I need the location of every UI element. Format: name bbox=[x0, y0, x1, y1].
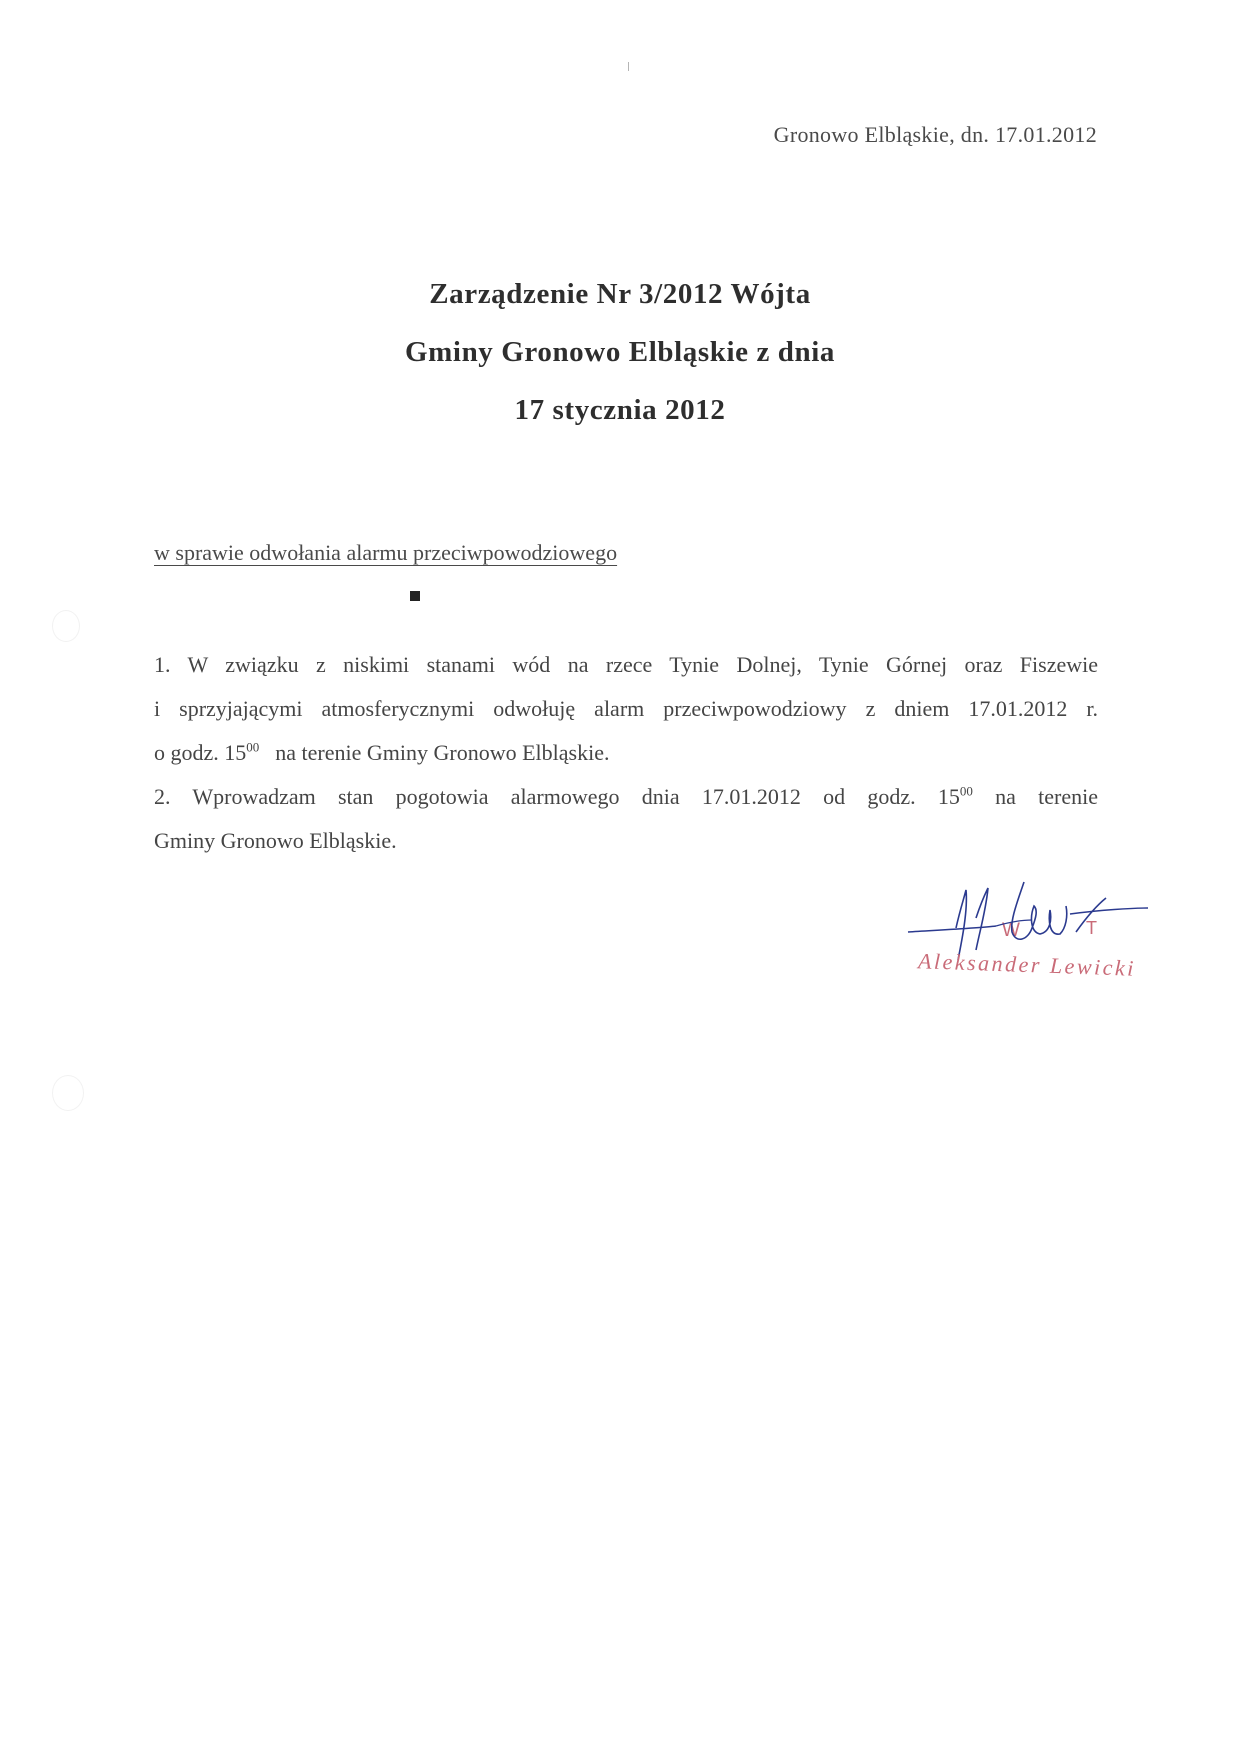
document-title bbox=[0, 265, 1240, 439]
paragraph-2-line-2: Gminy Gronowo Elbląskie. bbox=[154, 828, 397, 853]
scan-artifact bbox=[628, 62, 629, 71]
scan-smudge bbox=[52, 1075, 84, 1111]
alert-text: 2. Wprowadzam stan pogotowia alarmowego dnia 17.01.2012 od godz. 15 bbox=[154, 784, 960, 809]
title-line-3: 17 stycznia 2012 bbox=[514, 394, 726, 426]
location-text: na terenie Gminy Gronowo Elbląskie. bbox=[275, 740, 610, 765]
paragraph-1-line-1: 1. W związku z niskimi stanami wód na rzece Tynie Dolnej, Tynie Górnej oraz Fiszewie bbox=[154, 652, 1098, 677]
document-subject: w sprawie odwołania alarmu przeciwpowodziowego bbox=[154, 540, 618, 565]
paragraph-1-line-2: i sprzyjającymi atmosferycznymi odwołuję alarm przeciwpowodziowy z dniem 17.01.2012 r. bbox=[154, 696, 1098, 721]
title-line-1: Zarządzenie Nr 3/2012 Wójta bbox=[429, 278, 811, 310]
stamp-suffix: T bbox=[1086, 918, 1097, 938]
stamp-prefix: W bbox=[1002, 920, 1020, 941]
title-line-2: Gminy Gronowo Elbląskie z dnia bbox=[405, 336, 835, 368]
paragraph-1-line-3 bbox=[154, 731, 1098, 775]
place-and-date: Gronowo Elbląskie, dn. 17.01.2012 bbox=[773, 122, 1097, 147]
location-text: na terenie bbox=[995, 784, 1098, 809]
scan-smudge bbox=[52, 610, 80, 642]
bullet-mark bbox=[410, 591, 420, 601]
time-superscript: 00 bbox=[959, 783, 973, 799]
time-text: o godz. 15 bbox=[154, 740, 247, 765]
paragraph-2-line-1 bbox=[154, 775, 1098, 819]
signatory-name: Aleksander Lewicki bbox=[917, 948, 1137, 981]
time-superscript: 00 bbox=[246, 739, 260, 755]
document-body bbox=[154, 643, 1098, 863]
